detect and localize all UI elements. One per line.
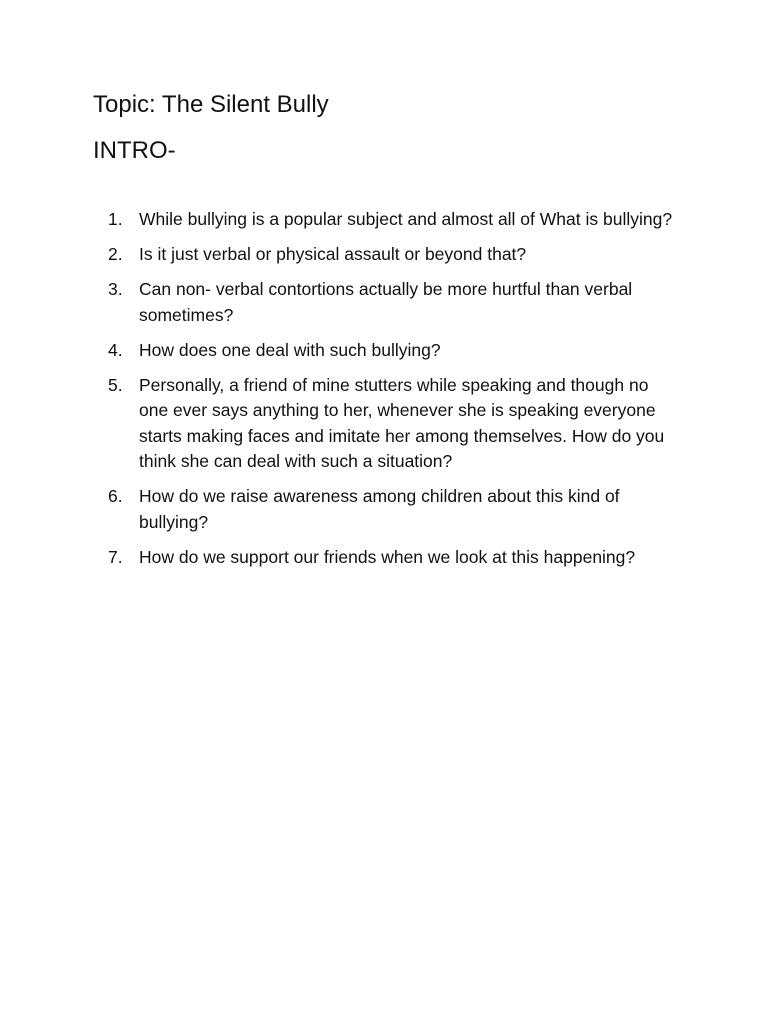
section-heading: INTRO-	[93, 137, 176, 164]
document-title: Topic: The Silent Bully	[93, 91, 329, 118]
list-item-text: Personally, a friend of mine stutters while speaking and though no one ever says anything to her, whenever she is speaking everyone starts making faces and imitate her among themselves. How do you think she can deal with such a situation?	[139, 374, 665, 471]
list-item-number: 6.	[108, 486, 123, 506]
question-list	[108, 207, 678, 580]
list-item-text: How does one deal with such bullying?	[139, 339, 441, 360]
list-item-number: 3.	[108, 279, 123, 299]
list-item-number: 4.	[108, 339, 123, 360]
list-item	[108, 545, 678, 571]
list-item	[108, 484, 678, 535]
list-item	[108, 242, 678, 268]
list-item-number: 2.	[108, 244, 123, 264]
list-item	[108, 277, 678, 328]
list-item-text: Can non- verbal contortions actually be more hurtful than verbal sometimes?	[139, 279, 633, 325]
list-item-number: 7.	[108, 546, 123, 567]
list-item-number: 1.	[108, 209, 123, 229]
list-item	[108, 338, 678, 364]
list-item-number: 5.	[108, 374, 123, 395]
list-item	[108, 207, 678, 233]
list-item-text: Is it just verbal or physical assault or beyond that?	[139, 244, 527, 264]
list-item	[108, 373, 678, 475]
list-item-text: While bullying is a popular subject and almost all of What is bullying?	[139, 209, 673, 229]
list-item-text: How do we raise awareness among children about this kind of bullying?	[139, 486, 620, 532]
list-item-text: How do we support our friends when we look at this happening?	[139, 546, 636, 567]
